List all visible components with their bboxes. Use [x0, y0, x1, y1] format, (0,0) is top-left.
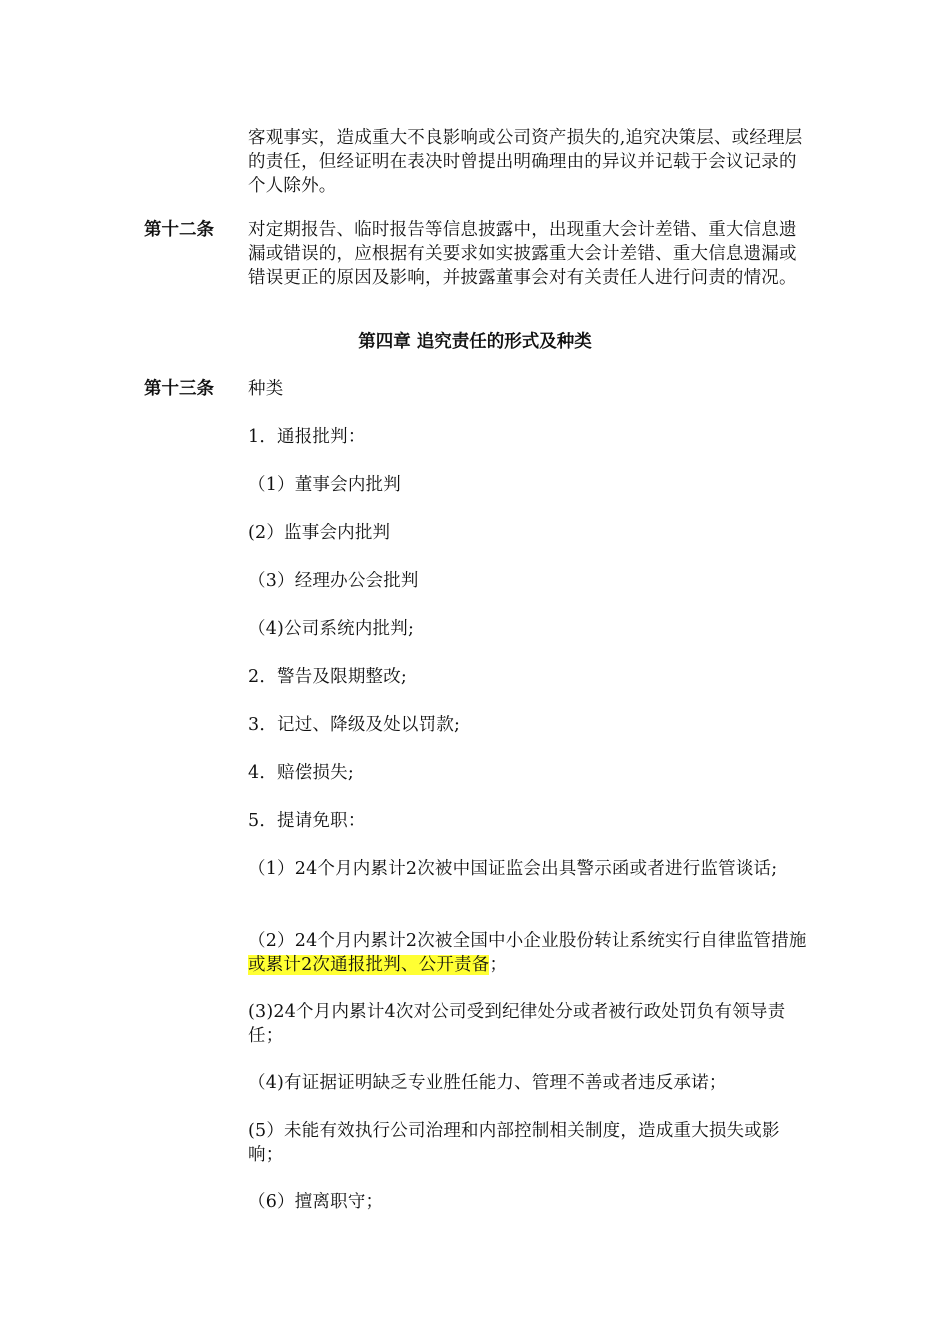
article-13-title: 种类: [248, 379, 284, 399]
list-subitem-5-4: （4)有证据证明缺乏专业胜任能力、管理不善或者违反承诺；: [248, 1073, 727, 1093]
chapter-4-heading: 第四章 追究责任的形式及种类: [358, 332, 592, 352]
list-subitem-1-2: (2）监事会内批判: [248, 523, 391, 543]
list-subitem-5-5: (5）未能有效执行公司治理和内部控制相关制度，造成重大损失或影响；: [248, 1121, 780, 1165]
list-item-3: 3．记过、降级及处以罚款;: [248, 715, 461, 735]
list-item-4: 4．赔偿损失;: [248, 763, 354, 783]
article-12-label: 第十二条: [144, 220, 214, 240]
article-12-text: 对定期报告、临时报告等信息披露中，出现重大会计差错、重大信息遗漏或错误的，应根据有关要求如实披露重大会计差错、重大信息遗漏或错误更正的原因及影响，并披露董事会对有关责任人进行问责的情况。: [248, 220, 797, 288]
list-subitem-1-4: （4)公司系统内批判;: [248, 619, 415, 639]
list-subitem-5-2: [248, 929, 810, 977]
list-subitem-5-3: (3)24个月内累计4次对公司受到纪律处分或者被行政处罚负有领导责任；: [248, 1002, 786, 1046]
list-subitem-5-6: （6）擅离职守；: [248, 1192, 384, 1212]
article-11-continuation: 客观事实，造成重大不良影响或公司资产损失的,追究决策层、或经理层的责任，但经证明在表决时曾提出明确理由的异议并记载于会议记录的个人除外。: [248, 128, 803, 196]
list-item-2: 2．警告及限期整改;: [248, 667, 408, 687]
article-13-label: 第十三条: [144, 379, 214, 399]
list-subitem-5-2-end: ；: [489, 955, 508, 975]
list-item-1: 1．通报批判：: [248, 427, 366, 447]
list-subitem-5-2-text: （2）24个月内累计2次被全国中小企业股份转让系统实行自律监管措施: [248, 931, 807, 951]
list-subitem-1-3: （3）经理办公会批判: [248, 571, 419, 591]
list-item-5: 5．提请免职：: [248, 811, 366, 831]
highlighted-text: 或累计2次通报批判、公开责备: [248, 955, 490, 975]
list-subitem-5-1: （1）24个月内累计2次被中国证监会出具警示函或者进行监管谈话;: [248, 859, 778, 879]
list-subitem-1-1: （1）董事会内批判: [248, 475, 401, 495]
